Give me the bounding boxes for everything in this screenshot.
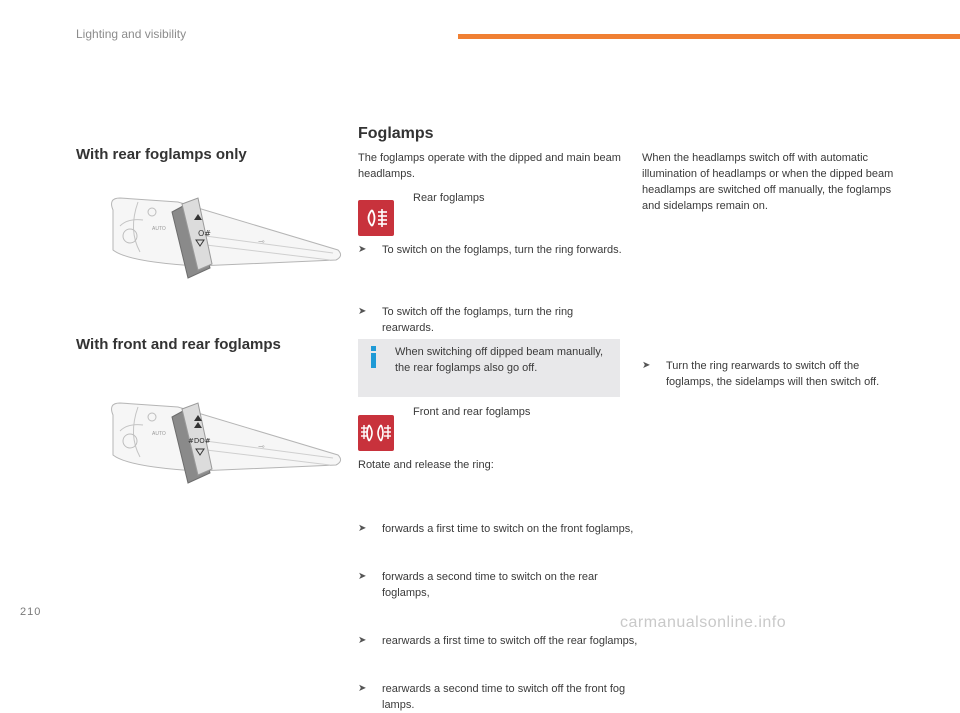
page-number: 210: [20, 606, 42, 618]
front-foglamp-icon: [358, 415, 394, 451]
info-note-box: [358, 339, 620, 397]
arrow-bullet-icon: ➤: [358, 244, 367, 255]
rotate-intro: Rotate and release the ring:: [358, 459, 494, 471]
watermark-text: carmanualsonline.info: [620, 614, 787, 631]
ring-rearwards-instruction: [642, 358, 902, 390]
front-rear-foglamps-heading: With front and rear foglamps: [76, 336, 281, 353]
info-icon: [369, 346, 379, 368]
ring-rearwards-text: Turn the ring rearwards to switch off the foglamps, the sidelamps will then switch off.: [666, 360, 880, 388]
switch-on-instruction: [358, 242, 628, 258]
arrow-bullet-icon: ➤: [358, 683, 367, 694]
info-note-text: When switching off dipped beam manually, the rear foglamps also go off.: [395, 346, 604, 374]
stalk-auto-text: AUTO: [152, 226, 166, 232]
switch-off-instruction: [358, 304, 628, 336]
auto-illumination-paragraph: When the headlamps switch off with automatic illumination of headlamps or when the dipped beam headlamps are switched off manually, the foglamps and sidelamps remain on.: [642, 152, 894, 212]
rotate-step-4-text: rearwards a second time to switch off the front fog lamps.: [382, 683, 626, 711]
switch-off-text: To switch off the foglamps, turn the ring rearwards.: [382, 306, 574, 334]
svg-text:⊸: ⊸: [258, 237, 265, 246]
arrow-bullet-icon: ➤: [358, 306, 367, 317]
rotate-step-1-text: forwards a first time to switch on the front foglamps,: [382, 523, 634, 535]
arrow-bullet-icon: ➤: [642, 360, 651, 371]
svg-text:⊸: ⊸: [258, 442, 265, 451]
foglamps-title: Foglamps: [358, 125, 434, 142]
rotate-step-3-text: rearwards a first time to switch off the rear foglamps,: [382, 635, 638, 647]
foglamps-intro: The foglamps operate with the dipped and main beam headlamps.: [358, 152, 621, 180]
rotate-step-2: [358, 569, 642, 601]
rear-foglamps-label: Rear foglamps: [413, 192, 485, 204]
arrow-bullet-icon: ➤: [358, 571, 367, 582]
rear-foglamp-icon: [358, 200, 394, 236]
arrow-bullet-icon: ➤: [358, 635, 367, 646]
rotate-step-1: [358, 521, 642, 537]
lighting-stalk-rear-fog-illustration: [98, 190, 348, 290]
arrow-bullet-icon: ➤: [358, 523, 367, 534]
rear-foglamp-indicator-tile: [358, 200, 394, 236]
switch-on-text: To switch on the foglamps, turn the ring forwards.: [382, 244, 622, 256]
rotate-step-2-text: forwards a second time to switch on the rear foglamps,: [382, 571, 598, 599]
rotate-step-4: [358, 681, 642, 713]
front-rear-foglamps-label: Front and rear foglamps: [413, 406, 531, 418]
rotate-step-3: [358, 633, 642, 649]
stalk-auto-text-2: AUTO: [152, 431, 166, 437]
lighting-stalk-front-rear-fog-illustration: [98, 395, 348, 495]
section-title: Lighting and visibility: [76, 27, 187, 41]
svg-text:#DO#: #DO#: [188, 437, 211, 445]
svg-text:O#: O#: [198, 229, 211, 238]
rear-foglamps-only-heading: With rear foglamps only: [76, 146, 247, 163]
front-rear-foglamp-indicator-tile: [358, 415, 394, 451]
header-accent-bar: [458, 34, 960, 39]
